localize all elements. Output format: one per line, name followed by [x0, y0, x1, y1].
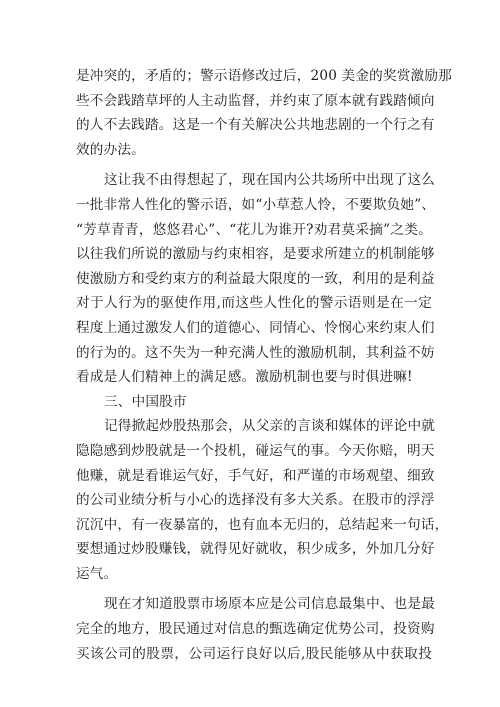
paragraph-1: [76, 64, 452, 162]
text-line: 的行为的。这不失为一种充满人性的激励机制，其利益不妨: [76, 344, 435, 361]
text-line: 他赚，就是看谁运气好，手气好，和严谨的市场观望、细致: [76, 467, 435, 484]
text-line: 沉沉中，有一夜暴富的，也有血本无归的，总结起来一句话，: [76, 516, 449, 533]
text-line: 使激励方和受约束方的利益最大限度的一致，利用的是利益: [76, 270, 435, 287]
text-line: 的人不去践踏。这是一个有关解决公共地悲剧的一个行之有: [76, 117, 435, 134]
text-line: 现在才知道股票市场原本应是公司信息最集中、也是最: [104, 596, 436, 613]
text-line: 些不会践踏草坪的人主动监督，并约束了原本就有践踏倾向: [76, 92, 435, 109]
text-line: 看成是人们精神上的满足感。激励机制也要与时俱进嘛!: [76, 369, 413, 386]
text-line: 记得掀起炒股热那会，从父亲的言谈和媒体的评论中就: [104, 418, 436, 435]
text-line: 隐隐感到炒股就是一个投机，碰运气的事。今天你赔，明天: [76, 442, 435, 459]
paragraph-4: [76, 592, 436, 666]
text-line: 运气。: [76, 565, 118, 582]
text-line: 对于人行为的驱使作用,而这些人性化的警示语则是在一定: [76, 295, 432, 312]
text-line: 效的办法。: [76, 141, 145, 158]
text-line: 这让我不由得想起了，现在国内公共场所中出现了这么: [104, 172, 436, 189]
text-line: 买该公司的股票，公司运行良好以后,股民能够从中获取投: [76, 645, 432, 662]
document-page: [76, 64, 452, 666]
text-line: 的公司业绩分析与小心的选择没有多大关系。在股市的浮浮: [76, 492, 435, 509]
paragraph-2: [76, 168, 436, 389]
text-line: 是冲突的，矛盾的；警示语修改过后，200 美金的奖赏激励那: [76, 68, 452, 84]
section-heading: 三、中国股市: [104, 393, 187, 410]
text-line: 以往我们所说的激励与约束相容，是要求所建立的机制能够: [76, 246, 435, 263]
text-line: 要想通过炒股赚钱，就得见好就收，积少成多，外加几分好: [76, 541, 435, 558]
text-line: 一批非常人性化的警示语，如“小草惹人怜，不要欺负她”、: [76, 196, 436, 213]
paragraph-3: [76, 414, 449, 586]
text-line: 程度上通过激发人们的道德心、同情心、怜悯心来约束人们: [76, 319, 435, 336]
text-line: “芳草青青，悠悠君心”、“花儿为谁开?劝君莫采摘”之类。: [76, 221, 432, 238]
text-line: 完全的地方，股民通过对信息的甄选确定优势公司，投资购: [76, 621, 435, 638]
